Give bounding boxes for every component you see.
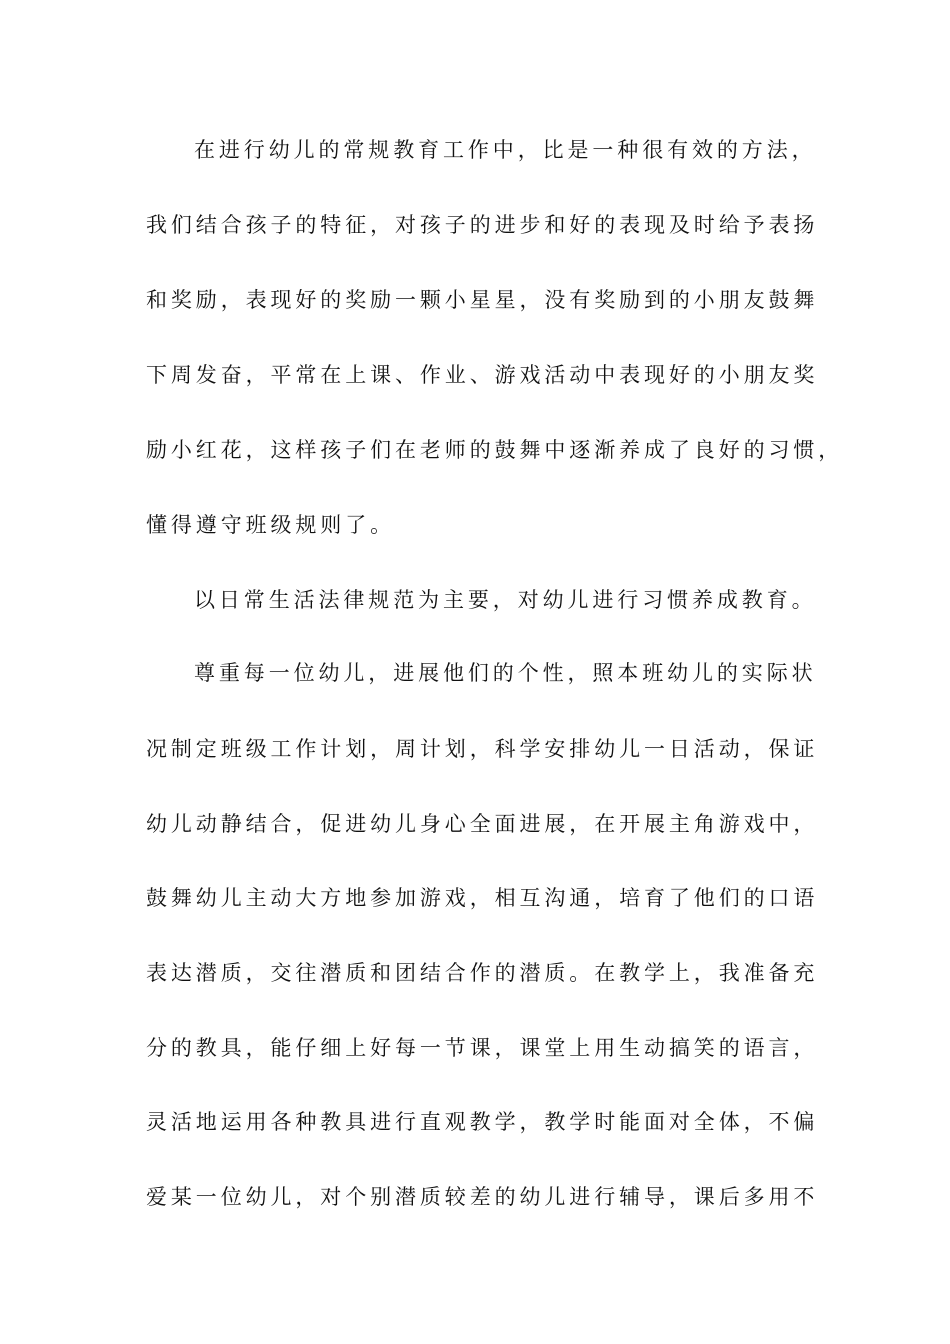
paragraph-1-line-2: 我们结合孩子的特征，对孩子的进步和好的表现及时给予表扬 [146, 213, 819, 237]
paragraph-1-line-4: 下周发奋，平常在上课、作业、游戏活动中表现好的小朋友奖 [146, 363, 819, 387]
paragraph-1-line-6: 懂得遵守班级规则了。 [146, 513, 395, 537]
paragraph-2-line-1: 以日常生活法律规范为主要，对幼儿进行习惯养成教育。 [194, 588, 817, 612]
paragraph-3-line-3: 幼儿动静结合，促进幼儿身心全面进展，在开展主角游戏中， [146, 812, 819, 836]
paragraph-3-line-7: 灵活地运用各种教具进行直观教学，教学时能面对全体，不偏 [146, 1110, 819, 1134]
paragraph-3-line-5: 表达潜质，交往潜质和团结合作的潜质。在教学上，我准备充 [146, 961, 819, 985]
paragraph-1-line-5: 励小红花，这样孩子们在老师的鼓舞中逐渐养成了良好的习惯， [146, 438, 844, 462]
paragraph-3-line-8: 爱某一位幼儿，对个别潜质较差的幼儿进行辅导，课后多用不 [146, 1185, 819, 1209]
paragraph-3-line-2: 况制定班级工作计划，周计划，科学安排幼儿一日活动，保证 [146, 737, 819, 761]
paragraph-3-line-4: 鼓舞幼儿主动大方地参加游戏，相互沟通，培育了他们的口语 [146, 886, 819, 910]
paragraph-1-line-3: 和奖励，表现好的奖励一颗小星星，没有奖励到的小朋友鼓舞 [146, 288, 819, 312]
paragraph-1-line-1: 在进行幼儿的常规教育工作中，比是一种很有效的方法， [194, 138, 817, 162]
paragraph-3-line-1: 尊重每一位幼儿，进展他们的个性，照本班幼儿的实际状 [194, 661, 817, 685]
paragraph-3-line-6: 分的教具，能仔细上好每一节课，课堂上用生动搞笑的语言， [146, 1036, 819, 1060]
